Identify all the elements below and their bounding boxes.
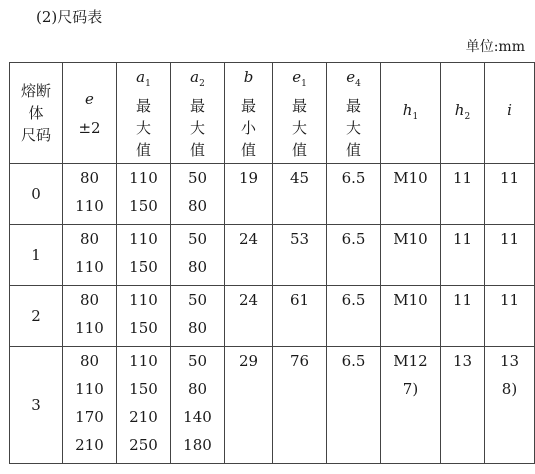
unit-label: 单位:mm	[465, 39, 525, 55]
cell-value: 110	[129, 169, 158, 187]
header-note: 最	[135, 96, 151, 115]
cell-value: 80	[187, 319, 208, 337]
header-note: 值	[345, 140, 361, 159]
header-symbol: b	[243, 67, 254, 86]
table-row	[10, 286, 535, 347]
cell-a2	[171, 286, 225, 347]
header-row	[10, 63, 535, 164]
cell-value: 110	[75, 319, 104, 337]
header-symbol: $a_2$	[190, 67, 205, 89]
cell-a1	[117, 164, 171, 225]
cell-size: 0	[10, 164, 63, 225]
cell-value: 170	[75, 408, 104, 426]
cell-value: 80	[79, 230, 100, 248]
cell-e1: 45	[273, 164, 327, 225]
cell-size: 2	[10, 286, 63, 347]
header-symbol: $e_4$	[346, 67, 361, 89]
cell-value: 80	[187, 258, 208, 276]
cell-e4: 6.5	[327, 286, 381, 347]
cell-e4: 6.5	[327, 225, 381, 286]
cell-h1	[381, 164, 441, 225]
cell-value: 7)	[402, 380, 419, 398]
header-e1	[273, 63, 327, 164]
header-e	[63, 63, 117, 164]
cell-value: M10	[393, 230, 428, 248]
cell-value: 110	[129, 352, 158, 370]
cell-h2: 11	[441, 164, 485, 225]
cell-a1	[117, 225, 171, 286]
cell-value: 140	[183, 408, 212, 426]
cell-b: 24	[225, 286, 273, 347]
table-row	[10, 225, 535, 286]
header-note: 值	[240, 140, 256, 159]
cell-value: 250	[129, 436, 158, 454]
cell-value: 150	[129, 319, 158, 337]
cell-e	[63, 164, 117, 225]
header-e4	[327, 63, 381, 164]
header-size-line: 体	[28, 104, 44, 122]
cell-e1: 53	[273, 225, 327, 286]
cell-i	[485, 164, 535, 225]
cell-value: 11	[499, 169, 520, 187]
cell-e4: 6.5	[327, 347, 381, 464]
cell-value: 50	[187, 169, 208, 187]
cell-a2	[171, 347, 225, 464]
cell-h2: 11	[441, 286, 485, 347]
table-row	[10, 347, 535, 464]
size-table	[9, 62, 535, 464]
header-note: 值	[189, 140, 205, 159]
header-i	[485, 63, 535, 164]
cell-value: 150	[129, 197, 158, 215]
header-note: 大	[135, 118, 151, 137]
cell-e	[63, 286, 117, 347]
header-symbol: $h_1$	[402, 100, 419, 122]
cell-value: 150	[129, 258, 158, 276]
cell-i	[485, 286, 535, 347]
header-h2	[441, 63, 485, 164]
header-size-line: 熔断	[20, 82, 51, 100]
cell-h2: 13	[441, 347, 485, 464]
cell-b: 29	[225, 347, 273, 464]
header-tolerance: ±2	[78, 118, 101, 137]
header-note: 最	[189, 96, 205, 115]
table-row	[10, 164, 535, 225]
cell-a1	[117, 347, 171, 464]
cell-value: 80	[187, 380, 208, 398]
cell-value: 80	[79, 291, 100, 309]
cell-value: 80	[79, 169, 100, 187]
cell-e4: 6.5	[327, 164, 381, 225]
cell-i	[485, 225, 535, 286]
cell-value: 80	[187, 197, 208, 215]
header-note: 小	[240, 118, 256, 137]
header-symbol: $a_1$	[136, 67, 151, 89]
cell-b: 19	[225, 164, 273, 225]
header-symbol: i	[507, 100, 512, 119]
cell-value: 110	[129, 291, 158, 309]
header-note: 最	[240, 96, 256, 115]
header-note: 值	[291, 140, 307, 159]
cell-value: 110	[75, 258, 104, 276]
cell-value: 11	[499, 230, 520, 248]
cell-value: M10	[393, 169, 428, 187]
cell-value: 180	[183, 436, 212, 454]
cell-value: M12	[393, 352, 428, 370]
header-symbol: $h_2$	[454, 100, 471, 122]
cell-h1	[381, 286, 441, 347]
cell-i	[485, 347, 535, 464]
cell-value: M10	[393, 291, 428, 309]
cell-value: 110	[129, 230, 158, 248]
cell-a2	[171, 164, 225, 225]
cell-value: 110	[75, 380, 104, 398]
cell-e	[63, 225, 117, 286]
cell-value: 50	[187, 291, 208, 309]
cell-h2: 11	[441, 225, 485, 286]
header-note: 最	[345, 96, 361, 115]
header-note: 大	[291, 118, 307, 137]
cell-value: 150	[129, 380, 158, 398]
header-size	[10, 63, 63, 164]
cell-h1	[381, 347, 441, 464]
cell-value: 210	[129, 408, 158, 426]
cell-value: 11	[499, 291, 520, 309]
cell-value: 80	[79, 352, 100, 370]
cell-e1: 76	[273, 347, 327, 464]
cell-value: 50	[187, 230, 208, 248]
cell-b: 24	[225, 225, 273, 286]
cell-e	[63, 347, 117, 464]
cell-a2	[171, 225, 225, 286]
cell-size: 1	[10, 225, 63, 286]
cell-size: 3	[10, 347, 63, 464]
header-note: 最	[291, 96, 307, 115]
header-size-line: 尺码	[20, 126, 51, 144]
header-note: 值	[135, 140, 151, 159]
header-b	[225, 63, 273, 164]
header-a2	[171, 63, 225, 164]
cell-e1: 61	[273, 286, 327, 347]
header-symbol: e	[85, 89, 94, 108]
cell-value: 210	[75, 436, 104, 454]
header-a1	[117, 63, 171, 164]
cell-value: 50	[187, 352, 208, 370]
cell-a1	[117, 286, 171, 347]
header-h1	[381, 63, 441, 164]
cell-value: 13	[499, 352, 520, 370]
cell-value: 110	[75, 197, 104, 215]
header-symbol: $e_1$	[292, 67, 307, 89]
header-note: 大	[345, 118, 361, 137]
header-note: 大	[189, 118, 205, 137]
cell-h1	[381, 225, 441, 286]
cell-value: 8)	[501, 380, 518, 398]
section-title: (2)尺码表	[36, 8, 103, 26]
